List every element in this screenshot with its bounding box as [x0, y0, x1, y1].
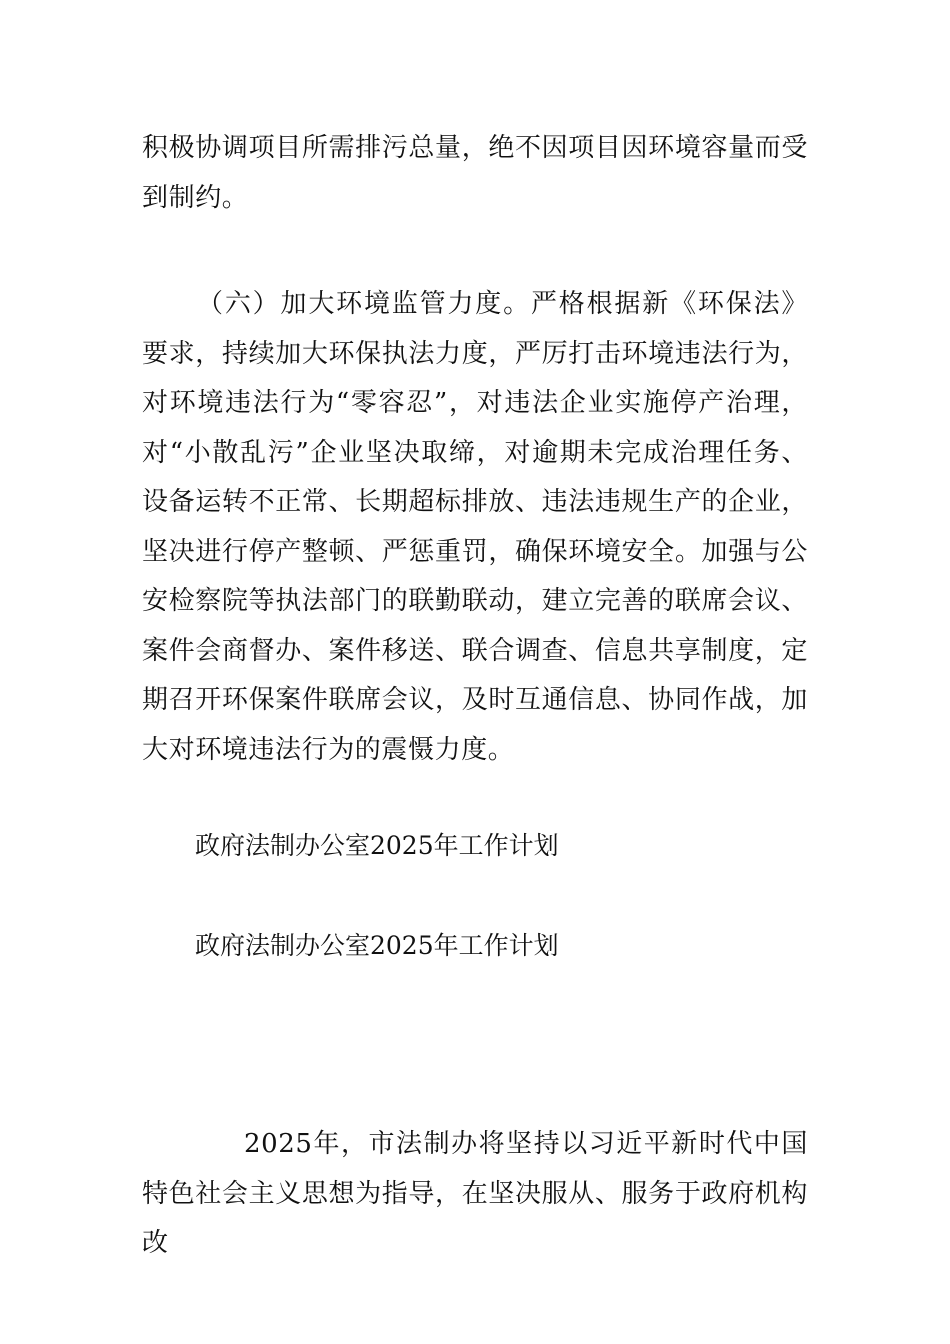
paragraph-continuation: 积极协调项目所需排污总量，绝不因项目因环境容量而受到制约。 [142, 133, 808, 213]
paragraph-section-six: （六）加大环境监管力度。严格根据新《环保法》要求，持续加大环保执法力度，严厉打击环境违法行为，对环境违法行为“零容忍”，对违法企业实施停产治理，对“小散乱污”企业坚决取缔，对逾期未完成治理任务、设备运转不正常、长期超标排放、违法违规生产的企业，坚决进行停产整顿、严惩重罚，确保环境安全。加强与公安检察院等执法部门的联勤联动，建立完善的联席会议、案件会商督办、案件移送、联合调查、信息共享制度，定期召开环保案件联席会议，及时互通信息、协同作战，加大对环境违法行为的震慑力度。 [142, 289, 808, 765]
paragraph-2025-plan: 2025年，市法制办将坚持以习近平新时代中国特色社会主义思想为指导，在坚决服从、服务于政府机构改 [142, 1129, 808, 1258]
document-title-first: 政府法制办公室2025年工作计划 [195, 831, 559, 860]
document-title-second: 政府法制办公室2025年工作计划 [195, 931, 559, 960]
